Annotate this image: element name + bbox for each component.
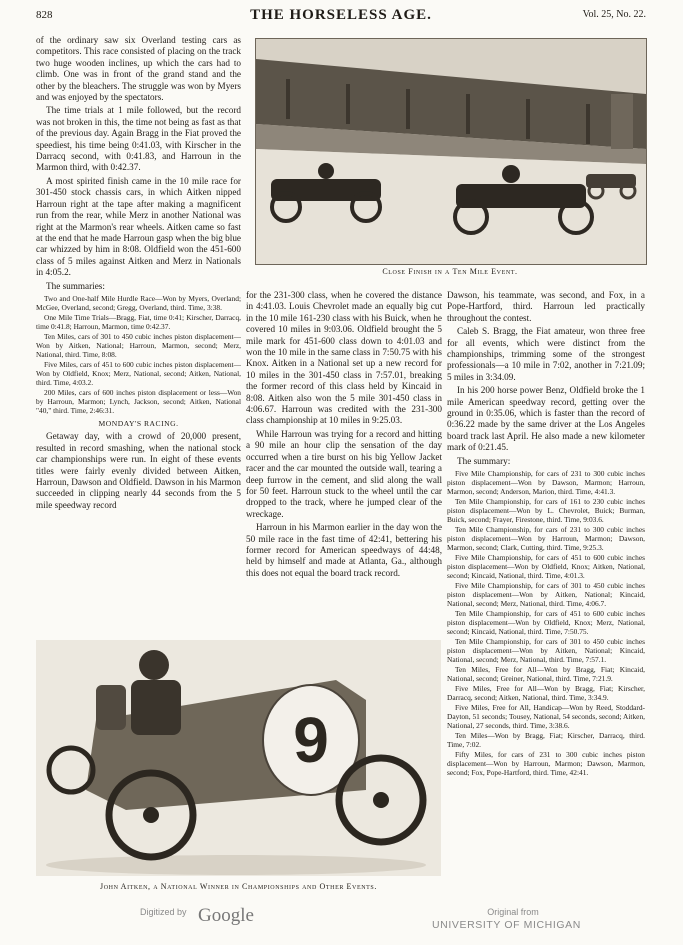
paragraph: for the 231-300 class, when he covered the distance in 4:41.03. Louis Chevrolet made an equally big cut in the 10 mile 161-230 class with his Buick, when he covered 10 miles in 9:03.06. Oldfield brought the 5 mile mark for 451-600 class down to 4:01.03 and won the 10 mile in the same class in 7:50.75 with his Knox. Aitken in a National set up a new record for 10 miles in the 301-450 class in 7:57.01, breaking the former record of this class held by Kincaid in 8:08. Aitken also won the 5 mile 301-450 class in 4:06.67. Harroun was credited with the 231-300 class championship at 10 miles in 9:25.03. — [246, 290, 442, 426]
paragraph: Harroun in his Marmon earlier in the day won the 50 mile race in the fast time of 42:41, bettering his former record for American speedways of 44:48, held by himself and made at Atlanta, Ga., although this does not equal the board track record. — [246, 522, 442, 578]
driver-car-image — [36, 640, 441, 876]
race-finish-photo — [255, 38, 647, 265]
paragraph: The summary: — [457, 455, 511, 466]
summary-entry: Two and One-half Mile Hurdle Race—Won by Myers, Overland; McGee, Overland, second; Gregg, Overland, third. Time, 3:38. — [36, 293, 241, 312]
paragraph: A most spirited finish came in the 10 mile race for 301-450 stock chassis cars, in which Aitken nipped Harroun right at the tape after making a magnificent run from the rear, while Merz in another National was right at the Marmon's rear wheels. Aitken came so fast at the end that he made Harroun gasp when the big blue car whizzed by him in 8:08. Oldfield won the 451-600 class of 5 miles against Aitken and Merz in Nationals in 4:05.2. — [36, 175, 241, 278]
column-3 — [447, 290, 645, 890]
car-number: 9 — [293, 704, 329, 776]
summary-entry: Five Miles, Free for All, Handicap—Won by Reed, Stoddard-Dayton, 51 seconds; Tousey, National, 54 seconds, second; Aitken, National, 27 seconds, third. Time, 3:38.6. — [447, 703, 645, 731]
summary-entry: 200 Miles, cars of 600 inches piston displacement or less—Won by Harroun, Marmon; Lynch, Jackson, second; Aitken, National "40," third. Time, 2:46:31. — [36, 387, 241, 415]
page-number: 828 — [36, 9, 53, 21]
column-2 — [246, 290, 442, 640]
race-finish-image — [256, 39, 646, 264]
paragraph: In his 200 horse power Benz, Oldfield broke the 1 mile American speedway record, getting over the ground in 0:35.06, which is faster than the record of 0:36.22 made by the same driver at the Los Angeles board track last April. He also made a new kilometer mark of 0:21.45. — [447, 385, 645, 453]
summary-entry: Ten Miles, cars of 301 to 450 cubic inches piston displacement—Won by Aitken, National; Harroun, Marmon, second; Merz, National, third. Time, 8:08. — [36, 331, 241, 359]
paragraph: The summaries: — [46, 280, 105, 291]
summary-entry: Five Mile Championship, for cars of 451 to 600 cubic inches piston displacement—Won by Oldfield, Knox; Aitken, National, second; Kincaid, National, third. Time, 4:01.3. — [447, 553, 645, 581]
paragraph: Caleb S. Bragg, the Fiat amateur, won three free for all events, which were distinct from the championships, trimming some of the strongest professionals—a 10 mile in 7:02, another in 7:21.09; 5 miles in 3:34.09. — [447, 326, 645, 382]
summary-entry: Fifty Miles, for cars of 231 to 300 cubic inches piston displacement—Won by Harroun, Marmon; Dawson, Marmon, second; Fox, Pope-Hartford, third. Time, 42:41. — [447, 750, 645, 778]
section-subheading: MONDAY'S RACING. — [98, 418, 179, 428]
digitized-by-label: Digitized by — [140, 907, 187, 917]
university-label: UNIVERSITY OF MICHIGAN — [432, 919, 581, 931]
photo-caption: Close Finish in a Ten Mile Event. — [382, 267, 518, 276]
paragraph: Dawson, his teammate, was second, and Fox, in a Pope-Hartford, third. Harroun led practically throughout the contest. — [447, 290, 645, 323]
journal-title: THE HORSELESS AGE. — [250, 7, 432, 23]
paragraph: Getaway day, with a crowd of 20,000 present, resulted in record smashing, when the national stock car championships were run. In eight of these events titles were fairly evenly divided between Aitken, Harroun, Dawson and Oldfield. Dawson in his Marmon succeeded in clipping nearly 44 seconds from the 5 mile speedway record — [36, 431, 241, 510]
volume-label: Vol. 25, No. 22. — [582, 9, 646, 20]
summary-entry: Ten Mile Championship, for cars of 161 to 230 cubic inches piston displacement—Won by L. Chevrolet, Buick; Burman, Buick, second; Frayer, Firestone, third. Time, 9:03.6. — [447, 497, 645, 525]
page-header — [36, 9, 646, 27]
summary-entry: Ten Mile Championship, for cars of 301 to 450 cubic inches piston displacement—Won by Aitken, National; Kincaid, National, second; Merz, National, third. Time, 7:57.1. — [447, 637, 645, 665]
summary-entry: Five Mile Championship, for cars of 231 to 300 cubic inches piston displacement—Won by Dawson, Marmon; Harroun, Marmon, second; Anderson, Marion, third. Time, 4:41.3. — [447, 469, 645, 497]
column-1 — [36, 35, 241, 625]
summary-entry: Ten Mile Championship, for cars of 451 to 600 cubic inches piston displacement—Won by Oldfield, Knox; Merz, National, second; Kincaid, National, third. Time, 7:50.75. — [447, 609, 645, 637]
photo-caption: John Aitken, a National Winner in Championships and Other Events. — [100, 882, 377, 891]
summary-entry: Five Miles, Free for All—Won by Bragg, Fiat; Kirscher, Darracq, second; Aitken, National, third. Time, 3:34.9. — [447, 684, 645, 703]
driver-car-photo — [36, 640, 441, 876]
paragraph: The time trials at 1 mile followed, but the record was not broken in this, the time not being as fast as that of the previous day. Again Bragg in the Fiat proved the speediest, his time being 0:41.03, with Kirscher in the Darracq second, with 0:41.83, and Harroun in the Marmon third, with 0:42.37. — [36, 105, 241, 173]
google-logo: Google — [198, 905, 254, 926]
summary-entry: Ten Mile Championship, for cars of 231 to 300 cubic inches piston displacement—Won by Harroun, Marmon; Dawson, Marmon, second; Clark, Cutting, third. Time, 9:25.3. — [447, 525, 645, 553]
summary-entry: Ten Miles—Won by Bragg, Fiat; Kirscher, Darracq, third. Time, 7:02. — [447, 731, 645, 750]
summary-entry: One Mile Time Trials—Bragg, Fiat, time 0:41; Kirscher, Darracq, time 0:41.8; Harroun, Marmon, time 0:42.37. — [36, 312, 241, 331]
summary-entry: Ten Miles, Free for All—Won by Bragg, Fiat; Kincaid, National, second; Greiner, National, third. Time, 7:21.9. — [447, 665, 645, 684]
summary-entry: Five Miles, cars of 451 to 600 cubic inches piston displacement—Won by Oldfield, Knox; Merz, National, second; Aitken, National, third. Time, 4:03.2. — [36, 359, 241, 387]
original-from-label: Original from — [487, 907, 539, 917]
paragraph: of the ordinary saw six Overland testing cars as competitors. This race consisted of placing on the track two huge wooden inclines, up which the cars had to climb. One was in front of the grand stand and the other by the bleachers. The struggle was won by Myers and was enjoyed by the spectators. — [36, 35, 241, 103]
paragraph: While Harroun was trying for a record and hitting a 90 mile an hour clip the sensation of the day occurred when a tire burst on his big Yellow Jacket racer and the car mounted the outside wall, tearing a deep furrow in the cement, and slid along the wall for 50 feet. Harroun stuck to the wheel until the car dropped to the track, where he jumped clear of the wreckage. — [246, 428, 442, 519]
summary-entry: Five Mile Championship, for cars of 301 to 450 cubic inches piston displacement—Won by Aitken, National; Kincaid, National, second; Merz, National, third. Time, 4:06.7. — [447, 581, 645, 609]
